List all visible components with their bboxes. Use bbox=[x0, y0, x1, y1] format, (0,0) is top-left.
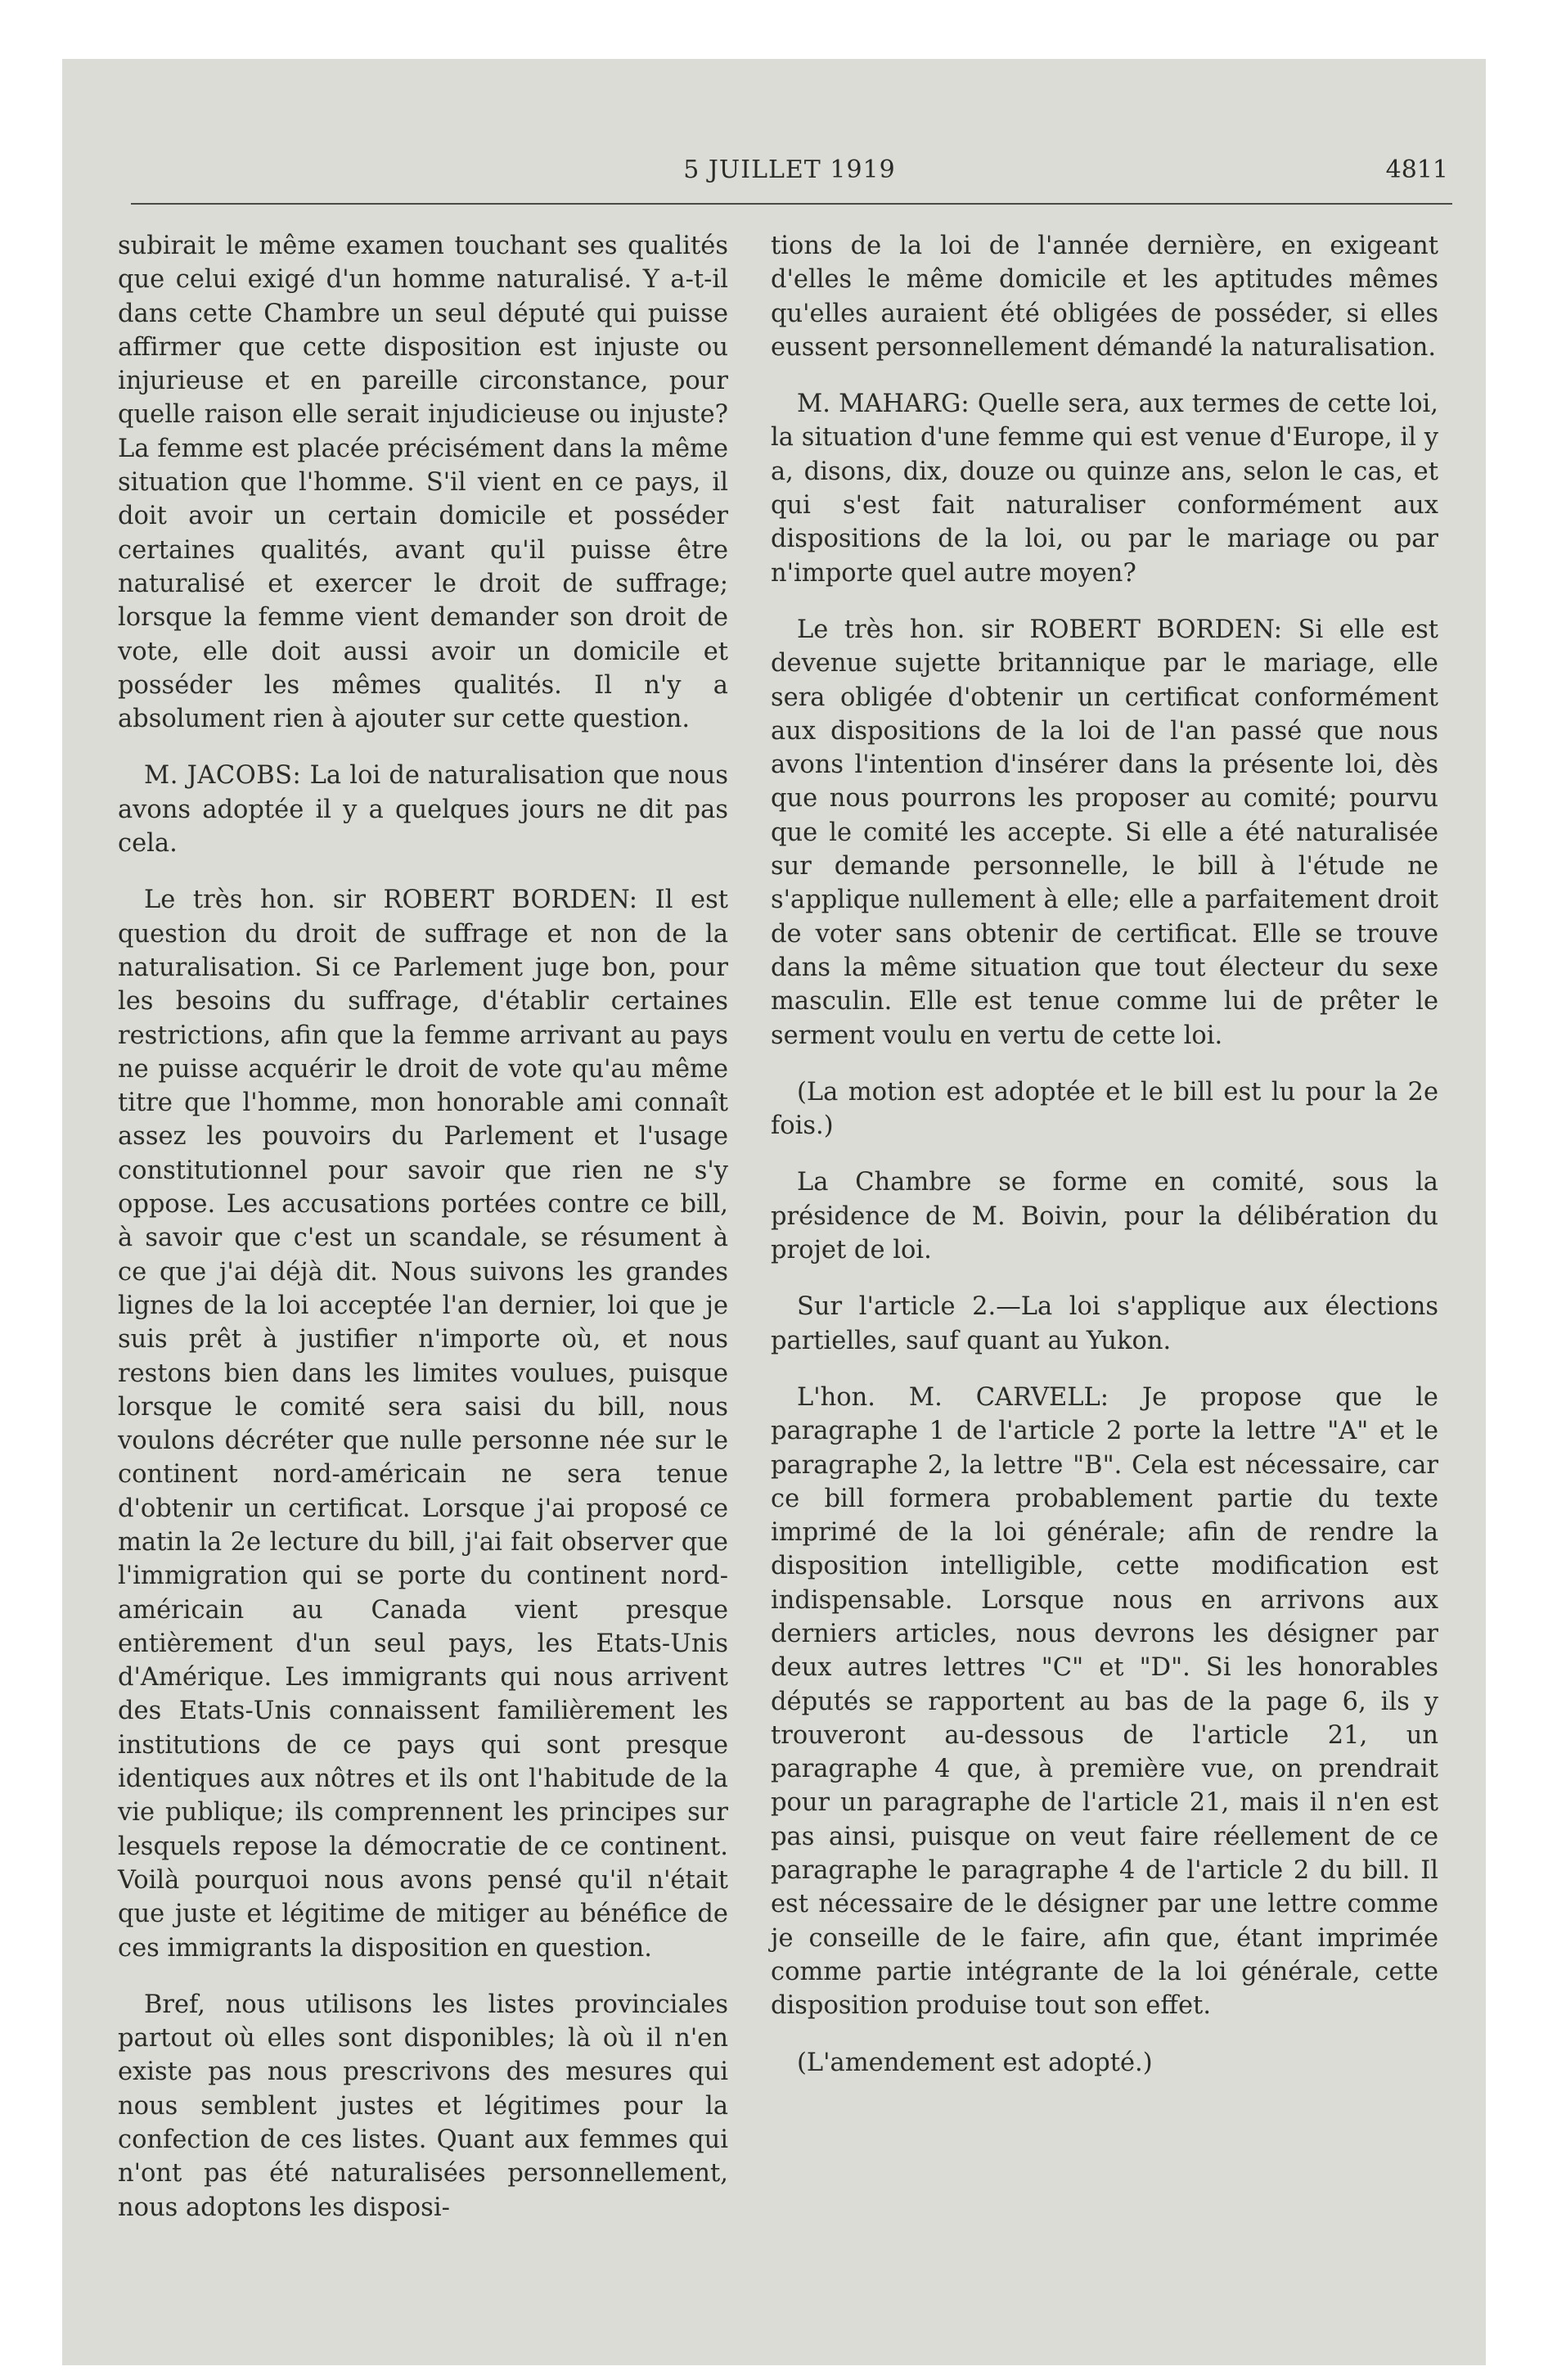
page-header bbox=[131, 156, 1448, 192]
paragraph-text: Bref, nous utilisons les listes provinciales partout où elles sont disponibles; là où il n'en existe pas nous prescrivons des mesures qui nous semblent justes et légitimes pour la confection de ces listes. Quant aux femmes qui n'ont pas été naturalisées personnellement, nous adoptons les disposi- bbox=[118, 1990, 728, 2222]
paragraph-text: Sur l'article 2.—La loi s'applique aux élections partielles, sauf quant au Yukon. bbox=[771, 1292, 1438, 1355]
paragraph bbox=[771, 1075, 1438, 1143]
paragraph bbox=[771, 387, 1438, 590]
paragraph bbox=[118, 229, 728, 736]
speaker-name: Le très hon. sir ROBERT BORDEN: bbox=[797, 615, 1283, 644]
paragraph-text: Je propose que le paragraphe 1 de l'article 2 porte la lettre "A" et le paragraphe 2, la lettre "B". Cela est nécessaire, car ce bill formera probablement partie du texte imprimé de la loi générale; afin de rendre la disposition intelligible, cette modification est indispensable. Lorsque nous en arrivons aux derniers articles, nous devrons les désigner par deux autres lettres "C" et "D". Si les honorables députés se rapportent au bas de la page 6, ils y trouveront au-dessous de l'article 21, un paragraphe 4 que, à première vue, on prendrait pour un paragraphe de l'article 21, mais il n'en est pas ainsi, puisque on veut faire réellement de ce paragraphe le paragraphe 4 de l'article 2 du bill. Il est nécessaire de le désigner par une lettre comme je conseille de le faire, afin que, étant imprimée comme partie intégrante de la loi générale, cette disposition produise tout son effet. bbox=[771, 1382, 1438, 2021]
paragraph bbox=[771, 1381, 1438, 2023]
paragraph bbox=[771, 1290, 1438, 1358]
document-page bbox=[62, 59, 1486, 2365]
paragraph-text: Il est question du droit de suffrage et non de la naturalisation. Si ce Parlement juge bon, pour les besoins du suffrage, d'établir certaines restrictions, afin que la femme arrivant au pays ne puisse acquérir le droit de vote qu'au même titre que l'homme, mon honorable ami connaît assez les pouvoirs du Parlement et l'usage constitutionnel pour savoir que rien ne s'y oppose. Les accusations portées contre ce bill, à savoir que c'est un scandale, se résument à ce que j'ai déjà dit. Nous suivons les grandes lignes de la loi acceptée l'an dernier, loi que je suis prêt à justifier n'importe où, et nous restons bien dans les limites voulues, puisque lorsque le comité sera saisi du bill, nous voulons décréter que nulle personne née sur le continent nord-américain ne sera tenue d'obtenir un certificat. Lorsque j'ai proposé ce matin la 2e lecture du bill, j'ai fait observer que l'immigration qui se porte du continent nord-américain au Canada vient presque entièrement d'un seul pays, les Etats-Unis d'Amérique. Les immigrants qui nous arrivent des Etats-Unis connaissent familièrement les institutions de ce pays qui sont presque identiques aux nôtres et ils ont l'habitude de la vie publique; ils comprennent les principes sur lesquels repose la démocratie de ce continent. Voilà pourquoi nous avons pensé qu'il n'était que juste et légitime de mitiger au bénéfice de ces immigrants la disposition en question. bbox=[118, 886, 729, 1963]
page-number: 4811 bbox=[1385, 156, 1448, 184]
right-column bbox=[771, 229, 1438, 2103]
paragraph bbox=[771, 2046, 1438, 2080]
header-date: 5 JUILLET 1919 bbox=[683, 156, 896, 184]
paragraph bbox=[118, 1988, 728, 2224]
paragraph bbox=[771, 229, 1438, 364]
paragraph-text: Quelle sera, aux termes de cette loi, la situation d'une femme qui est venue d'Europe, il y a, disons, dix, douze ou quinze ans, selon le cas, et qui s'est fait naturaliser conformément aux dispositions de la loi, ou par le mariage ou par n'importe quel autre moyen? bbox=[771, 390, 1438, 588]
paragraph-text: tions de la loi de l'année dernière, en exigeant d'elles le même domicile et les aptitudes mêmes qu'elles auraient été obligées de posséder, si elles eussent personnellement démandé la naturalisation. bbox=[771, 232, 1438, 362]
left-column bbox=[118, 229, 728, 2247]
speaker-name: M. MAHARG: bbox=[797, 390, 970, 419]
paragraph-text: La Chambre se forme en comité, sous la présidence de M. Boivin, pour la délibération du projet de loi. bbox=[771, 1168, 1438, 1265]
paragraph-text: Si elle est devenue sujette britannique par le mariage, elle sera obligée d'obtenir un certificat conformément aux dispositions de la loi de l'an passé que nous avons l'intention d'insérer dans la présente loi, dès que nous pourrons les proposer au comité; pourvu que le comité les accepte. Si elle a été naturalisée sur demande personnelle, le bill à l'étude ne s'applique nullement à elle; elle a parfaitement droit de voter sans obtenir de certificat. Elle se trouve dans la même situation que tout électeur du sexe masculin. Elle est tenue comme lui de prêter le serment voulu en vertu de cette loi. bbox=[771, 615, 1439, 1050]
speaker-name: M. JACOBS: bbox=[144, 761, 302, 791]
paragraph bbox=[118, 759, 728, 860]
paragraph-text: subirait le même examen touchant ses qualités que celui exigé d'un homme naturalisé. Y a-t-il dans cette Chambre un seul député qui puisse affirmer que cette disposition est injuste ou injurieuse et en pareille circonstance, pour quelle raison elle serait injudicieuse ou injuste? La femme est placée précisément dans la même situation que l'homme. S'il vient en ce pays, il doit avoir un certain domicile et posséder certaines qualités, avant qu'il puisse être naturalisé et exercer le droit de suffrage; lorsque la femme vient demander son droit de vote, elle doit aussi avoir un domicile et posséder les mêmes qualités. Il n'y a absolument rien à ajouter sur cette question. bbox=[118, 232, 728, 734]
header-rule bbox=[131, 203, 1452, 205]
paragraph-text: (L'amendement est adopté.) bbox=[797, 2048, 1153, 2077]
paragraph bbox=[118, 883, 728, 1965]
speaker-name: Le très hon. sir ROBERT BORDEN: bbox=[144, 886, 638, 915]
paragraph bbox=[771, 1165, 1438, 1267]
speaker-name: L'hon. M. CARVELL: bbox=[797, 1382, 1109, 1412]
paragraph bbox=[771, 613, 1438, 1053]
paragraph-text: La loi de naturalisation que nous avons adoptée il y a quelques jours ne dit pas cela. bbox=[118, 761, 728, 859]
paragraph-text: (La motion est adoptée et le bill est lu pour la 2e fois.) bbox=[771, 1077, 1438, 1141]
